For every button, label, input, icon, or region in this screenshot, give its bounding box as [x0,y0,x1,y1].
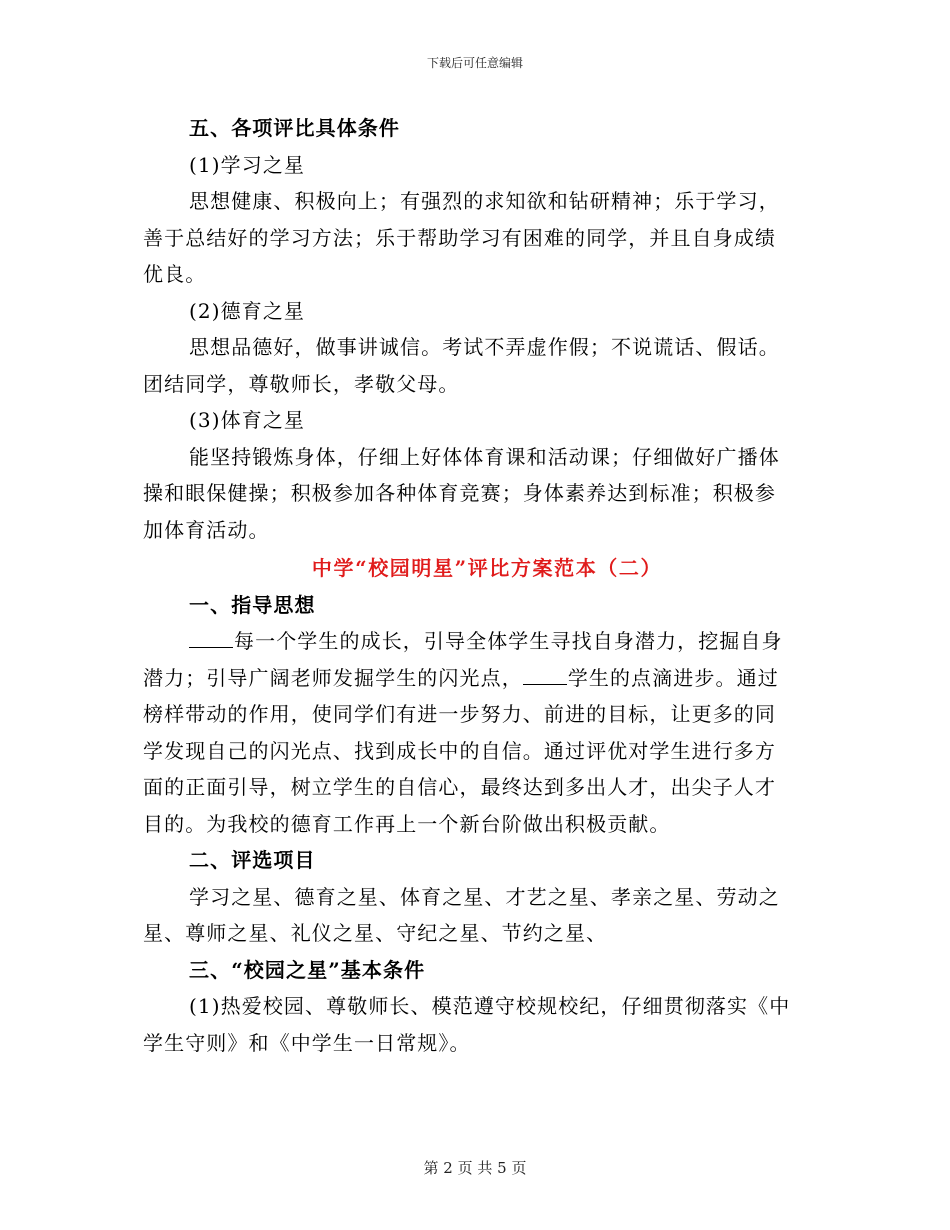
paragraph-line: 学发现自己的闪光点、找到成长中的自信。通过评优对学生进行多方 [143,738,776,763]
paragraph-line: 团结同学，尊敬师长，孝敬父母。 [143,371,460,396]
section-heading: 一、指导思想 [189,592,316,617]
document-title: 中学“校园明星”评比方案范本（二） [311,556,663,580]
item-title: (3)体育之星 [189,408,306,432]
paragraph-text: 学生的点滴进步。通过 [567,665,779,690]
paragraph-line: 榜样带动的作用，使同学们有进一步努力、前进的目标，让更多的同 [143,702,776,726]
fill-blank [189,629,233,648]
paragraph-line: 学生守则》和《中学生一日常规》。 [143,1030,471,1055]
section-heading: 二、评选项目 [189,848,316,872]
paragraph-line: 星、尊师之星、礼仪之星、守纪之星、节约之星、 [143,921,608,945]
paragraph-line: (1)热爱校园、尊敬师长、模范遵守校规校纪，仔细贯彻落实《中 [189,994,791,1018]
paragraph-line [143,623,807,660]
paragraph-line: 善于总结好的学习方法；乐于帮助学习有困难的同学，并且自身成绩 [143,225,776,250]
paragraph-line: 能坚持锻炼身体，仔细上好体体育课和活动课；仔细做好广播体 [189,444,780,469]
paragraph-line [143,660,807,697]
paragraph-text: 潜力；引导广阔老师发掘学生的闪光点， [143,665,523,690]
paragraph-line: 加体育活动。 [143,517,270,542]
paragraph-line: 学习之星、德育之星、体育之星、才艺之星、孝亲之星、劳动之 [189,884,780,909]
page-footer: 第 2 页 共 5 页 [423,1159,527,1177]
paragraph-line: 面的正面引导，树立学生的自信心，最终达到多出人才，出尖子人才 [143,775,776,799]
section-heading: 五、各项评比具体条件 [189,116,400,140]
item-title: (2)德育之星 [189,298,306,323]
paragraph-line: 目的。为我校的德育工作再上一个新台阶做出积极贡献。 [143,811,671,836]
document-body [143,110,807,1061]
page-header: 下载后可任意编辑 [426,56,523,70]
paragraph-line: 思想健康、积极向上；有强烈的求知欲和钻研精神；乐于学习， [189,189,780,213]
fill-blank [523,666,567,685]
section-heading: 三、“校园之星”基本条件 [189,957,426,982]
paragraph-line: 操和眼保健操；积极参加各种体育竞赛；身体素养达到标准；积极参 [143,481,776,505]
item-title: (1)学习之星 [189,152,306,177]
paragraph-text: 每一个学生的成长，引导全体学生寻找自身潜力，挖掘自身 [234,629,783,653]
paragraph-line: 思想品德好，做事讲诚信。考试不弄虚作假；不说谎话、假话。 [189,335,780,359]
paragraph-line: 优良。 [143,262,207,286]
